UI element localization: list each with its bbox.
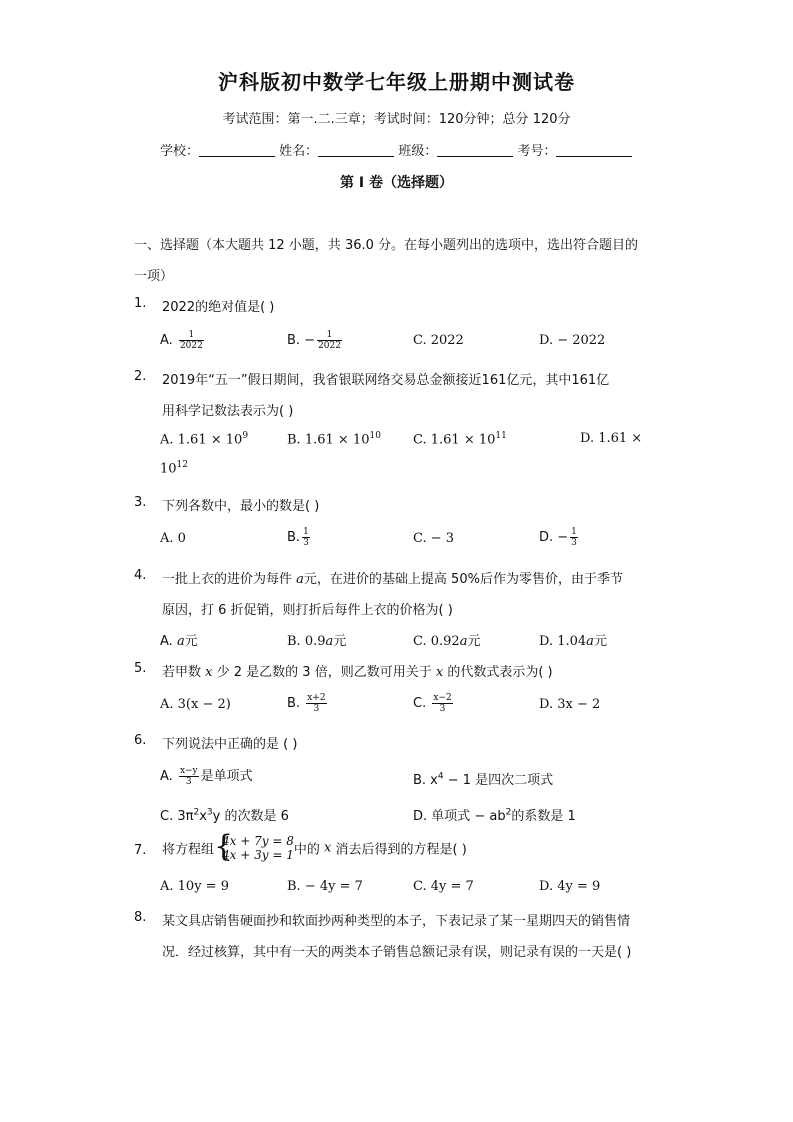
option-b[interactable]: B. − $\frac{1}{2022}$ xyxy=(287,330,341,351)
option-b[interactable]: B. 0.9a元 xyxy=(287,634,347,649)
class-label: 班级： xyxy=(398,144,438,159)
option-d[interactable]: D. 1.04a元 xyxy=(539,634,607,649)
part-heading xyxy=(134,230,669,292)
option-c[interactable]: C. − 3 xyxy=(413,531,455,546)
option-c[interactable]: C. $\frac{x-2}{3}$ xyxy=(413,693,452,714)
question-number: 4. xyxy=(134,568,147,583)
option-a[interactable]: A. $\frac{1}{2022}$ xyxy=(160,330,203,351)
equation-system: { 4x + 7y = 8 4x + 3y = 1 xyxy=(214,829,294,864)
question-text-line2: 况．经过核算，其中有一天的两类本子销售总额记录有误，则记录有误的一天是( ) xyxy=(162,945,632,960)
option-a[interactable]: A. $1.61 \times 10^9$ xyxy=(160,431,249,448)
part-heading-line2: 一项） xyxy=(134,269,174,284)
question-number: 3. xyxy=(134,495,147,510)
option-a[interactable]: A. 0 xyxy=(160,531,186,546)
question-text-line1: 一批上衣的进价为每件 a元，在进价的基础上提高 50%后作为零售价，由于季节 xyxy=(162,572,623,587)
option-d[interactable]: D. 单项式 − $ab^2$的系数是 1 xyxy=(413,807,576,824)
question-text: 2022的绝对值是( ) xyxy=(162,300,275,315)
question-text: 下列各数中，最小的数是( ) xyxy=(162,499,320,514)
option-d[interactable]: D. − 2022 xyxy=(539,333,606,348)
option-a[interactable]: A. 10y = 9 xyxy=(160,879,229,894)
name-blank[interactable] xyxy=(318,143,394,157)
question-text-line2: 原因，打 6 折促销，则打折后每件上衣的价格为( ) xyxy=(162,603,453,618)
option-b[interactable]: B. $\frac{1}{3}$ xyxy=(287,527,309,548)
option-c[interactable]: C. 0.92a元 xyxy=(413,634,481,649)
question-number: 2. xyxy=(134,369,147,384)
exam-subtitle: 考试范围：第一.二.三章；考试时间：120分钟；总分 120分 xyxy=(222,112,571,127)
question-text: 下列说法中正确的是 ( ) xyxy=(162,737,298,752)
exam-number-label: 考号： xyxy=(517,144,557,159)
option-b[interactable]: B. − 4y = 7 xyxy=(287,879,363,894)
option-d[interactable]: D. − $\frac{1}{3}$ xyxy=(539,527,577,548)
class-blank[interactable] xyxy=(437,143,513,157)
part-heading-line1: 一、选择题（本大题共 12 小题，共 36.0 分。在每小题列出的选项中，选出符合题目的 xyxy=(134,238,639,253)
option-a[interactable]: A. $\frac{x-y}{3}$ 是单项式 xyxy=(160,766,253,787)
question-number: 5. xyxy=(134,661,147,676)
question-text: 若甲数 x 少 2 是乙数的 3 倍，则乙数可用关于 x 的代数式表示为( ) xyxy=(162,665,553,680)
school-blank[interactable] xyxy=(199,143,275,157)
section-heading: 第 I 卷（选择题） xyxy=(340,175,453,191)
exam-number-blank[interactable] xyxy=(556,143,632,157)
option-b[interactable]: B. $x^4 - 1$ 是四次二项式 xyxy=(413,771,554,788)
brace-icon: { xyxy=(214,829,234,864)
option-a[interactable]: A. a元 xyxy=(160,634,198,649)
question-text: 将方程组 { 4x + 7y = 8 4x + 3y = 1 中的 x 消去后得到的方程是( ) xyxy=(162,829,467,864)
question-number: 7. xyxy=(134,843,147,858)
option-c[interactable]: C. 4y = 7 xyxy=(413,879,474,894)
option-c[interactable]: C. $3\pi^2x^3y$ 的次数是 6 xyxy=(160,807,289,824)
option-b[interactable]: B. $\frac{x+2}{3}$ xyxy=(287,693,326,714)
option-d-continued: $10^{12}$ xyxy=(160,460,188,477)
option-d[interactable]: D. 3x − 2 xyxy=(539,697,601,712)
question-number: 1. xyxy=(134,296,147,311)
name-label: 姓名： xyxy=(279,144,319,159)
question-text-line1: 2019年“五一”假日期间，我省银联网络交易总金额接近161亿元，其中161亿 xyxy=(162,373,610,388)
student-info-line xyxy=(160,140,632,159)
question-text-line2: 用科学记数法表示为( ) xyxy=(162,404,294,419)
option-a[interactable]: A. 3(x − 2) xyxy=(160,697,231,712)
option-d[interactable]: D. 1.61 × xyxy=(580,431,643,446)
option-c[interactable]: C. 2022 xyxy=(413,333,464,348)
option-d[interactable]: D. 4y = 9 xyxy=(539,879,601,894)
option-b[interactable]: B. $1.61 \times 10^{10}$ xyxy=(287,431,381,448)
question-number: 8. xyxy=(134,910,147,925)
question-text-line1: 某文具店销售硬面抄和软面抄两种类型的本子，下表记录了某一星期四天的销售情 xyxy=(162,914,631,929)
question-number: 6. xyxy=(134,733,147,748)
option-c[interactable]: C. $1.61 \times 10^{11}$ xyxy=(413,431,507,448)
page-title: 沪科版初中数学七年级上册期中测试卷 xyxy=(218,70,575,94)
school-label: 学校： xyxy=(160,144,200,159)
